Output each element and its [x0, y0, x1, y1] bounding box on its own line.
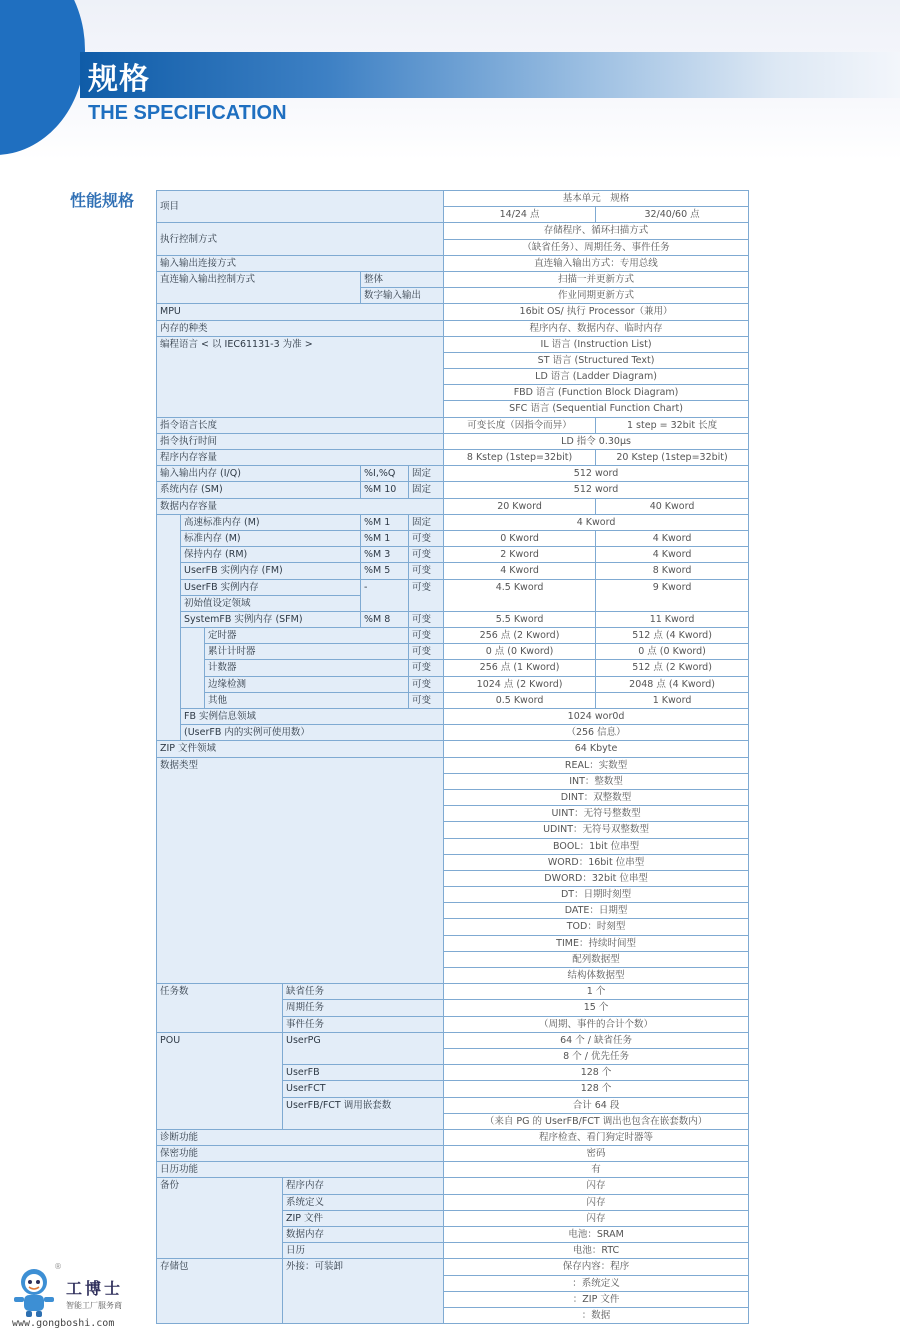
header-basic-unit: 基本单元 规格 [444, 191, 749, 207]
row-value: 程序检查、看门狗定时器等 [444, 1129, 749, 1145]
row-attr: 可变 [409, 579, 444, 611]
row-value: 扫描一并更新方式 [444, 271, 749, 287]
row-label: ZIP 文件领域 [157, 741, 444, 757]
row-value: UDINT：无符号双整数型 [444, 822, 749, 838]
row-value-b: 2048 点 (4 Kword) [596, 676, 749, 692]
table-row [157, 628, 749, 644]
row-sublabel: UserFCT [283, 1081, 444, 1097]
logo-name: 工博士 [66, 1279, 124, 1298]
row-label: UserFB 实例内存 (FM) [181, 563, 361, 579]
row-label: 计数器 [205, 660, 409, 676]
row-code: %M 3 [361, 547, 409, 563]
row-value: （缺省任务）、周期任务、事件任务 [444, 239, 749, 255]
row-value: 密码 [444, 1146, 749, 1162]
row-value: 闪存 [444, 1178, 749, 1194]
row-value: 程序内存、数据内存、临时内存 [444, 320, 749, 336]
row-label: FB 实例信息领域 [181, 709, 444, 725]
table-row [157, 660, 749, 676]
row-value-a: 5.5 Kword [444, 611, 596, 627]
row-code: - [361, 579, 409, 611]
row-value-a: 20 Kword [444, 498, 596, 514]
row-value: TOD：时刻型 [444, 919, 749, 935]
row-label: 保密功能 [157, 1146, 444, 1162]
gongboshi-logo[interactable] [8, 1262, 148, 1342]
table-row [157, 304, 749, 320]
row-value-b: 40 Kword [596, 498, 749, 514]
row-value: 512 word [444, 482, 749, 498]
row-value: 128 个 [444, 1081, 749, 1097]
row-label: 数据类型 [157, 757, 444, 984]
row-label: 高速标准内存 (M) [181, 514, 361, 530]
row-label: 输入输出连接方式 [157, 255, 444, 271]
row-value: LD 指令 0.30μs [444, 433, 749, 449]
row-value: DINT：双整数型 [444, 789, 749, 805]
table-row [157, 547, 749, 563]
header-circle-decoration [0, 0, 85, 155]
table-row [157, 1259, 749, 1275]
row-code: %M 10 [361, 482, 409, 498]
row-value: BOOL：1bit 位串型 [444, 838, 749, 854]
table-row [157, 336, 749, 352]
row-value: 闪存 [444, 1210, 749, 1226]
row-value: 结构体数据型 [444, 968, 749, 984]
logo-url[interactable]: www.gongboshi.com [12, 1318, 115, 1329]
row-value: 合计 64 段 [444, 1097, 749, 1113]
header-col-a: 14/24 点 [444, 207, 596, 223]
row-value: 1024 wor0d [444, 709, 749, 725]
page-title: 规格 [88, 62, 150, 97]
row-label: 初始值设定领域 [181, 595, 361, 611]
table-row [157, 611, 749, 627]
row-value-a: 2 Kword [444, 547, 596, 563]
row-value: 15 个 [444, 1000, 749, 1016]
table-row [157, 692, 749, 708]
row-value: 128 个 [444, 1065, 749, 1081]
row-label: 执行控制方式 [157, 223, 444, 255]
table-row [157, 1162, 749, 1178]
row-code: %M 1 [361, 530, 409, 546]
row-value-b: 8 Kword [596, 563, 749, 579]
row-sublabel: UserFB [283, 1065, 444, 1081]
row-code: %M 8 [361, 611, 409, 627]
row-value: IL 语言 (Instruction List) [444, 336, 749, 352]
row-label: POU [157, 1032, 283, 1129]
row-value: DWORD：32bit 位串型 [444, 870, 749, 886]
spec-table [156, 190, 749, 1324]
row-value-a: 0 点 (0 Kword) [444, 644, 596, 660]
row-value: LD 语言 (Ladder Diagram) [444, 369, 749, 385]
row-sublabel: UserPG [283, 1032, 444, 1064]
row-value: 8 个 / 优先任务 [444, 1048, 749, 1064]
table-row [157, 563, 749, 579]
row-value: （256 信息） [444, 725, 749, 741]
row-value-b: 4 Kword [596, 547, 749, 563]
table-row [157, 514, 749, 530]
row-label: 任务数 [157, 984, 283, 1033]
row-label: 保持内存 (RM) [181, 547, 361, 563]
row-value-b: 1 step = 32bit 长度 [596, 417, 749, 433]
indent-cell [157, 514, 181, 741]
row-value-a: 4.5 Kword [444, 579, 596, 611]
logo-registered-mark: ® [54, 1262, 62, 1271]
table-row [157, 1178, 749, 1194]
table-row [157, 1129, 749, 1145]
table-row [157, 466, 749, 482]
row-label: 其他 [205, 692, 409, 708]
row-value: （来自 PG 的 UserFB/FCT 调出也包含在嵌套数内） [444, 1113, 749, 1129]
row-value: 直连输入输出方式：专用总线 [444, 255, 749, 271]
table-row [157, 676, 749, 692]
row-sublabel: ZIP 文件 [283, 1210, 444, 1226]
row-value: 配列数据型 [444, 951, 749, 967]
row-value-b: 1 Kword [596, 692, 749, 708]
row-value: DATE：日期型 [444, 903, 749, 919]
row-value: ：ZIP 文件 [444, 1291, 749, 1307]
row-label: 输入输出内存 (I/Q) [157, 466, 361, 482]
row-value-b: 512 点 (2 Kword) [596, 660, 749, 676]
row-label: SystemFB 实例内存 (SFM) [181, 611, 361, 627]
row-label: 边缘检测 [205, 676, 409, 692]
table-row [157, 1032, 749, 1048]
table-row [157, 579, 749, 595]
row-value-a: 0 Kword [444, 530, 596, 546]
row-label: 诊断功能 [157, 1129, 444, 1145]
row-sublabel: 事件任务 [283, 1016, 444, 1032]
row-value: ：数据 [444, 1307, 749, 1323]
row-attr: 可变 [409, 644, 444, 660]
row-label: (UserFB 内的实例可使用数） [181, 725, 444, 741]
table-row [157, 223, 749, 239]
row-value: 保存内容：程序 [444, 1259, 749, 1275]
header-gradient-bar [80, 52, 900, 98]
row-sublabel: 系统定义 [283, 1194, 444, 1210]
row-label: MPU [157, 304, 444, 320]
row-sublabel: 程序内存 [283, 1178, 444, 1194]
table-row [157, 255, 749, 271]
table-row [157, 482, 749, 498]
row-value: TIME：持续时间型 [444, 935, 749, 951]
row-value: 512 word [444, 466, 749, 482]
row-label: 直连输入输出控制方式 [157, 271, 361, 303]
row-label: 内存的种类 [157, 320, 444, 336]
row-value-a: 4 Kword [444, 563, 596, 579]
table-row [157, 1146, 749, 1162]
section-label: 性能规格 [70, 191, 135, 210]
row-value: WORD：16bit 位串型 [444, 854, 749, 870]
indent-cell [181, 628, 205, 709]
table-row [157, 984, 749, 1000]
row-label: 标准内存 (M) [181, 530, 361, 546]
row-label: 程序内存容量 [157, 450, 444, 466]
row-value: 64 个 / 缺省任务 [444, 1032, 749, 1048]
row-label: UserFB 实例内存 [181, 579, 361, 595]
row-label: 指令语言长度 [157, 417, 444, 433]
row-attr: 可变 [409, 676, 444, 692]
row-value-b: 20 Kstep (1step=32bit) [596, 450, 749, 466]
row-value-b: 512 点 (4 Kword) [596, 628, 749, 644]
row-value: （周期、事件的合计个数） [444, 1016, 749, 1032]
row-value: 1 个 [444, 984, 749, 1000]
table-row [157, 271, 749, 287]
row-value-a: 256 点 (1 Kword) [444, 660, 596, 676]
row-label: 累计计时器 [205, 644, 409, 660]
table-row [157, 498, 749, 514]
row-code: %M 1 [361, 514, 409, 530]
row-value: 16bit OS/ 执行 Processor（兼用） [444, 304, 749, 320]
row-value-a: 1024 点 (2 Kword) [444, 676, 596, 692]
header-band [0, 0, 900, 160]
table-row [157, 530, 749, 546]
row-value: ST 语言 (Structured Text) [444, 352, 749, 368]
table-row [157, 191, 749, 207]
row-sublabel: 数据内存 [283, 1227, 444, 1243]
row-attr: 可变 [409, 563, 444, 579]
row-value: 存储程序、循环扫描方式 [444, 223, 749, 239]
row-attr: 可变 [409, 611, 444, 627]
row-label: 系统内存 (SM) [157, 482, 361, 498]
row-value-b: 11 Kword [596, 611, 749, 627]
row-value: 闪存 [444, 1194, 749, 1210]
row-value: 电池：RTC [444, 1243, 749, 1259]
row-value: 4 Kword [444, 514, 749, 530]
row-label: 存储包 [157, 1259, 283, 1324]
row-attr: 可变 [409, 547, 444, 563]
row-attr: 可变 [409, 692, 444, 708]
row-sublabel: 外接：可装卸 [283, 1259, 444, 1324]
row-value: UINT：无符号整数型 [444, 806, 749, 822]
table-row [157, 320, 749, 336]
table-row [157, 757, 749, 773]
row-attr: 固定 [409, 514, 444, 530]
row-value: FBD 语言 (Function Block Diagram) [444, 385, 749, 401]
row-value-a: 可变长度（因指令而异） [444, 417, 596, 433]
row-label: 指令执行时间 [157, 433, 444, 449]
table-row [157, 417, 749, 433]
row-attr: 可变 [409, 660, 444, 676]
row-value-b: 4 Kword [596, 530, 749, 546]
row-value-a: 0.5 Kword [444, 692, 596, 708]
row-value: SFC 语言 (Sequential Function Chart) [444, 401, 749, 417]
row-label: 日历功能 [157, 1162, 444, 1178]
row-code: %I,%Q [361, 466, 409, 482]
row-value-b: 9 Kword [596, 579, 749, 611]
row-sublabel: 缺省任务 [283, 984, 444, 1000]
table-row [157, 709, 749, 725]
header-col-b: 32/40/60 点 [596, 207, 749, 223]
table-row [157, 725, 749, 741]
row-code: %M 5 [361, 563, 409, 579]
row-value: DT：日期时刻型 [444, 887, 749, 903]
row-label: 编程语言 < 以 IEC61131-3 为准 > [157, 336, 444, 417]
row-value: 作业同期更新方式 [444, 288, 749, 304]
row-value-a: 8 Kstep (1step=32bit) [444, 450, 596, 466]
table-row [157, 450, 749, 466]
row-value: ：系统定义 [444, 1275, 749, 1291]
row-value: 有 [444, 1162, 749, 1178]
table-row [157, 741, 749, 757]
row-attr: 可变 [409, 628, 444, 644]
row-sublabel: 日历 [283, 1243, 444, 1259]
row-sublabel: 数字输入输出 [361, 288, 444, 304]
page-subtitle: THE SPECIFICATION [88, 102, 287, 124]
row-value: INT：整数型 [444, 773, 749, 789]
table-row [157, 644, 749, 660]
row-value-a: 256 点 (2 Kword) [444, 628, 596, 644]
row-label: 定时器 [205, 628, 409, 644]
row-value: REAL：实数型 [444, 757, 749, 773]
row-attr: 固定 [409, 466, 444, 482]
row-attr: 可变 [409, 530, 444, 546]
table-row [157, 433, 749, 449]
row-sublabel: UserFB/FCT 调用嵌套数 [283, 1097, 444, 1129]
row-label: 备份 [157, 1178, 283, 1259]
mascot-icon [10, 1264, 62, 1320]
logo-tagline: 智能工厂服务商 [66, 1301, 122, 1310]
row-value-b: 0 点 (0 Kword) [596, 644, 749, 660]
row-value: 电池：SRAM [444, 1227, 749, 1243]
row-label: 数据内存容量 [157, 498, 444, 514]
row-value: 64 Kbyte [444, 741, 749, 757]
row-sublabel: 整体 [361, 271, 444, 287]
row-attr: 固定 [409, 482, 444, 498]
header-item: 项目 [157, 191, 444, 223]
row-sublabel: 周期任务 [283, 1000, 444, 1016]
